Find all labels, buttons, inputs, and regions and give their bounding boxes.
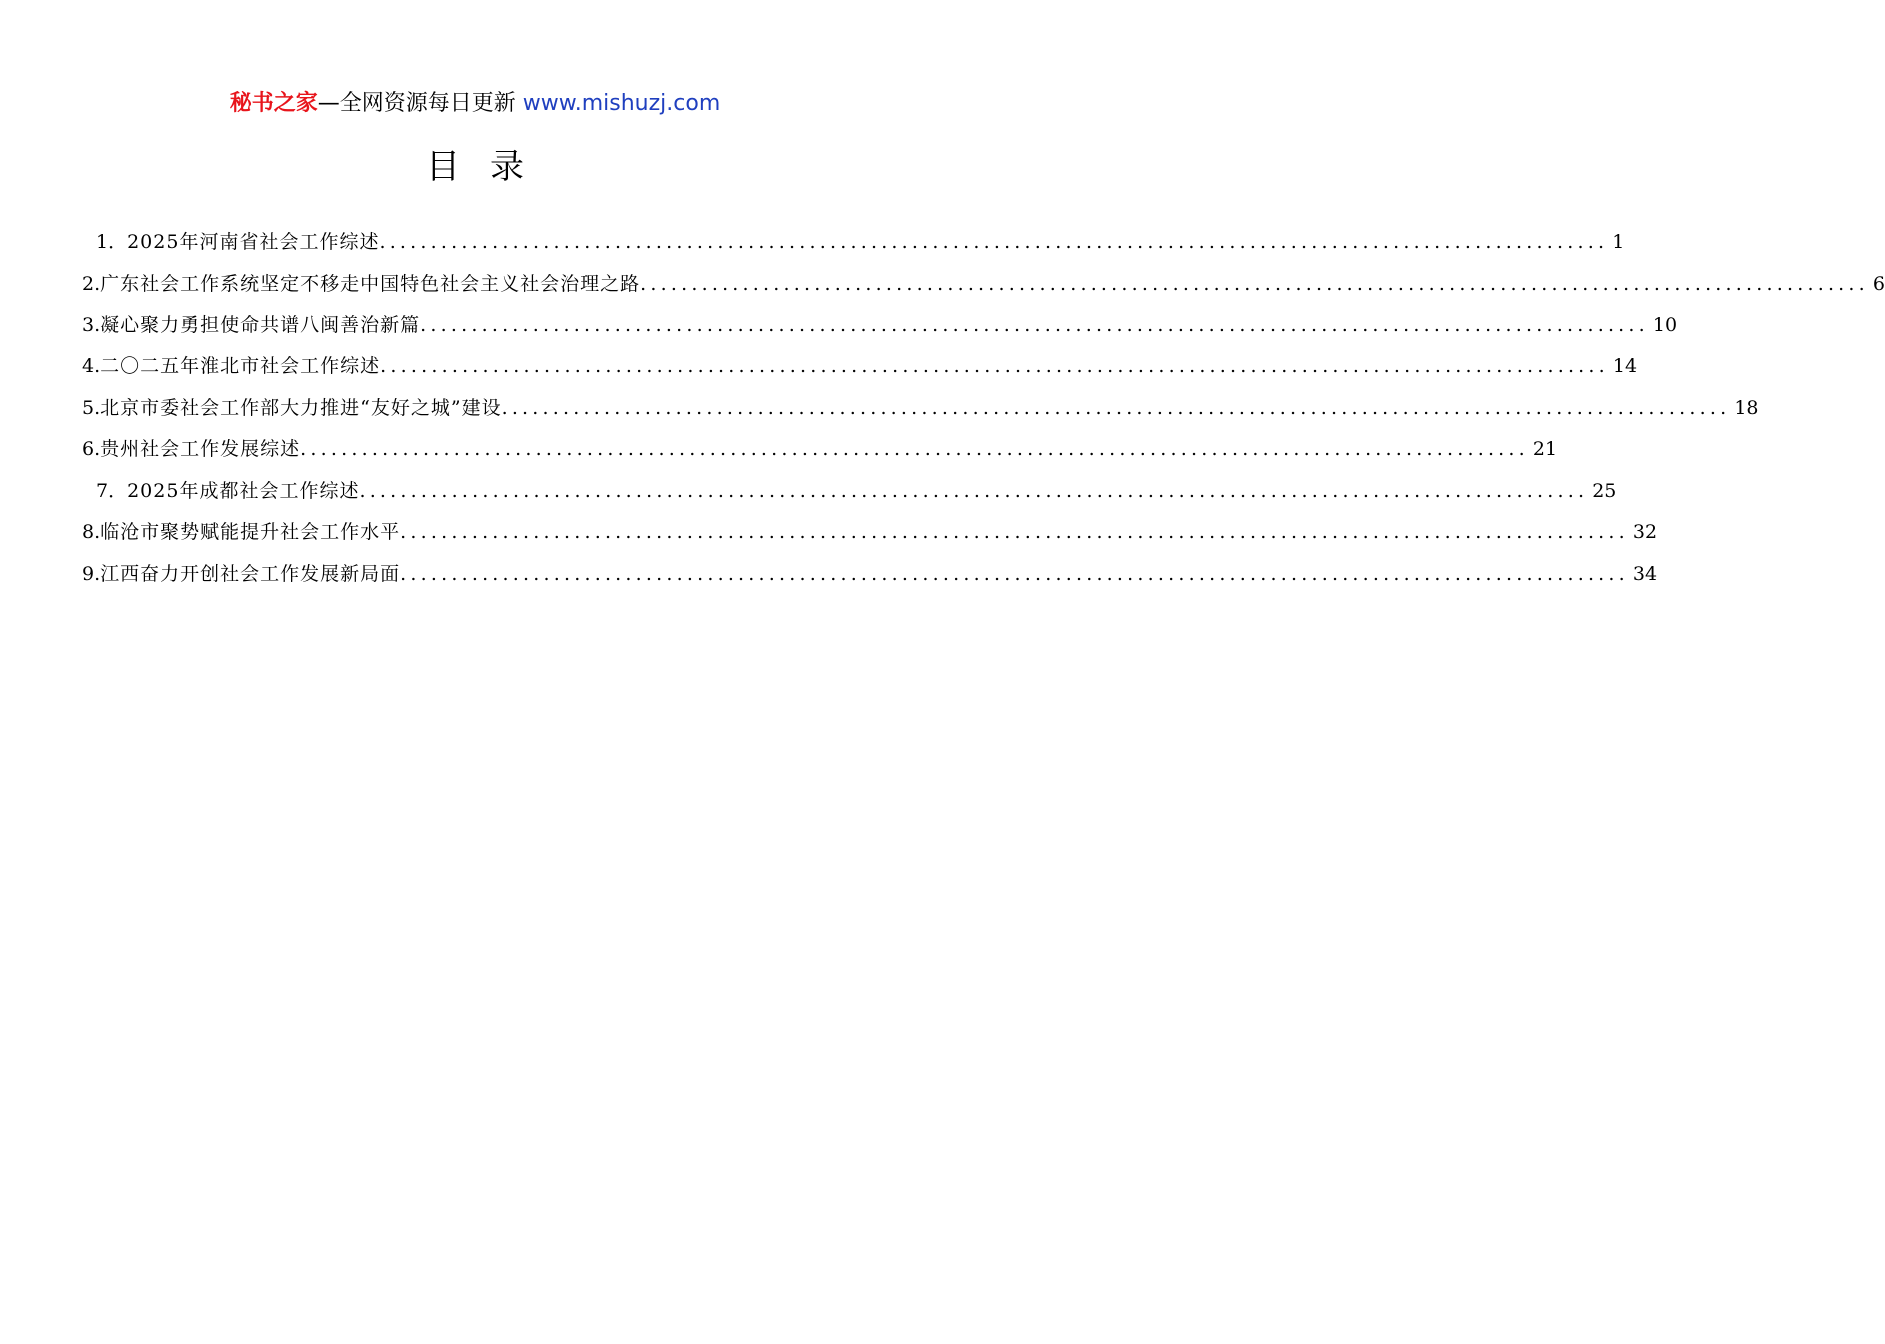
toc-item-label: 贵州社会工作发展综述 [100, 438, 301, 460]
brand-name: 秘书之家 [229, 91, 318, 116]
toc-leader-dots: ........................................................................................................................ [379, 231, 1609, 253]
toc-item-page: 1 [1612, 231, 1625, 253]
toc-item-1[interactable] [96, 228, 1625, 256]
toc-leader-dots: ........................................................................................................................ [380, 355, 1609, 377]
toc-leader-dots: ........................................................................................................................ [400, 563, 1629, 585]
toc-leader-dots: ........................................................................................................................ [501, 397, 1731, 419]
toc-item-number: 7． [96, 480, 128, 502]
toc-item-label: 2025年成都社会工作综述 [127, 480, 360, 502]
toc-leader-dots: ........................................................................................................................ [640, 273, 1869, 295]
toc-item-page: 34 [1632, 563, 1658, 585]
toc-item-3[interactable] [82, 311, 1678, 339]
toc-item-page: 25 [1592, 480, 1617, 502]
toc-item-number: 3. [82, 314, 101, 336]
toc-leader-dots: ........................................................................................................................ [400, 521, 1629, 543]
toc-item-number: 9. [82, 563, 101, 585]
toc-item-number: 1． [96, 231, 128, 253]
toc-item-page: 6 [1872, 273, 1885, 295]
toc-item-label: 江西奋力开创社会工作发展新局面 [100, 563, 401, 585]
toc-item-label: 北京市委社会工作部大力推进“友好之城”建设 [100, 397, 502, 419]
toc-item-page: 14 [1612, 355, 1638, 377]
site-url-link[interactable]: www.mishuzj.com [522, 91, 721, 116]
toc-item-page: 10 [1652, 314, 1678, 336]
toc-leader-dots: ........................................................................................................................ [359, 480, 1589, 502]
toc-leader-dots: ........................................................................................................................ [420, 314, 1649, 336]
toc-item-label: 广东社会工作系统坚定不移走中国特色社会主义社会治理之路 [100, 273, 641, 295]
toc-item-page: 21 [1532, 438, 1558, 460]
toc-item-7[interactable] [96, 477, 1617, 505]
toc-item-number: 2. [82, 273, 101, 295]
toc-item-number: 5. [82, 397, 101, 419]
toc-leader-dots: ........................................................................................................................ [300, 438, 1529, 460]
toc-item-page: 18 [1734, 397, 1759, 419]
toc-item-5[interactable] [82, 394, 1759, 422]
toc-item-6[interactable] [82, 435, 1558, 463]
site-header [0, 88, 950, 120]
toc-item-2[interactable] [82, 270, 1885, 298]
toc-item-number: 4. [82, 355, 101, 377]
toc-item-label: 二〇二五年淮北市社会工作综述 [100, 355, 381, 377]
toc-item-number: 6. [82, 438, 101, 460]
toc-item-4[interactable] [82, 352, 1638, 380]
toc-item-9[interactable] [82, 560, 1658, 588]
toc-item-page: 32 [1632, 521, 1658, 543]
toc-item-8[interactable] [82, 518, 1658, 546]
toc-item-label: 2025年河南省社会工作综述 [127, 231, 380, 253]
header-slogan: —全网资源每日更新 [317, 91, 516, 116]
page-title: 目录 [426, 147, 554, 187]
toc-item-label: 凝心聚力勇担使命共谱八闽善治新篇 [100, 314, 421, 336]
toc-item-number: 8. [82, 521, 101, 543]
toc-item-label: 临沧市聚势赋能提升社会工作水平 [100, 521, 401, 543]
